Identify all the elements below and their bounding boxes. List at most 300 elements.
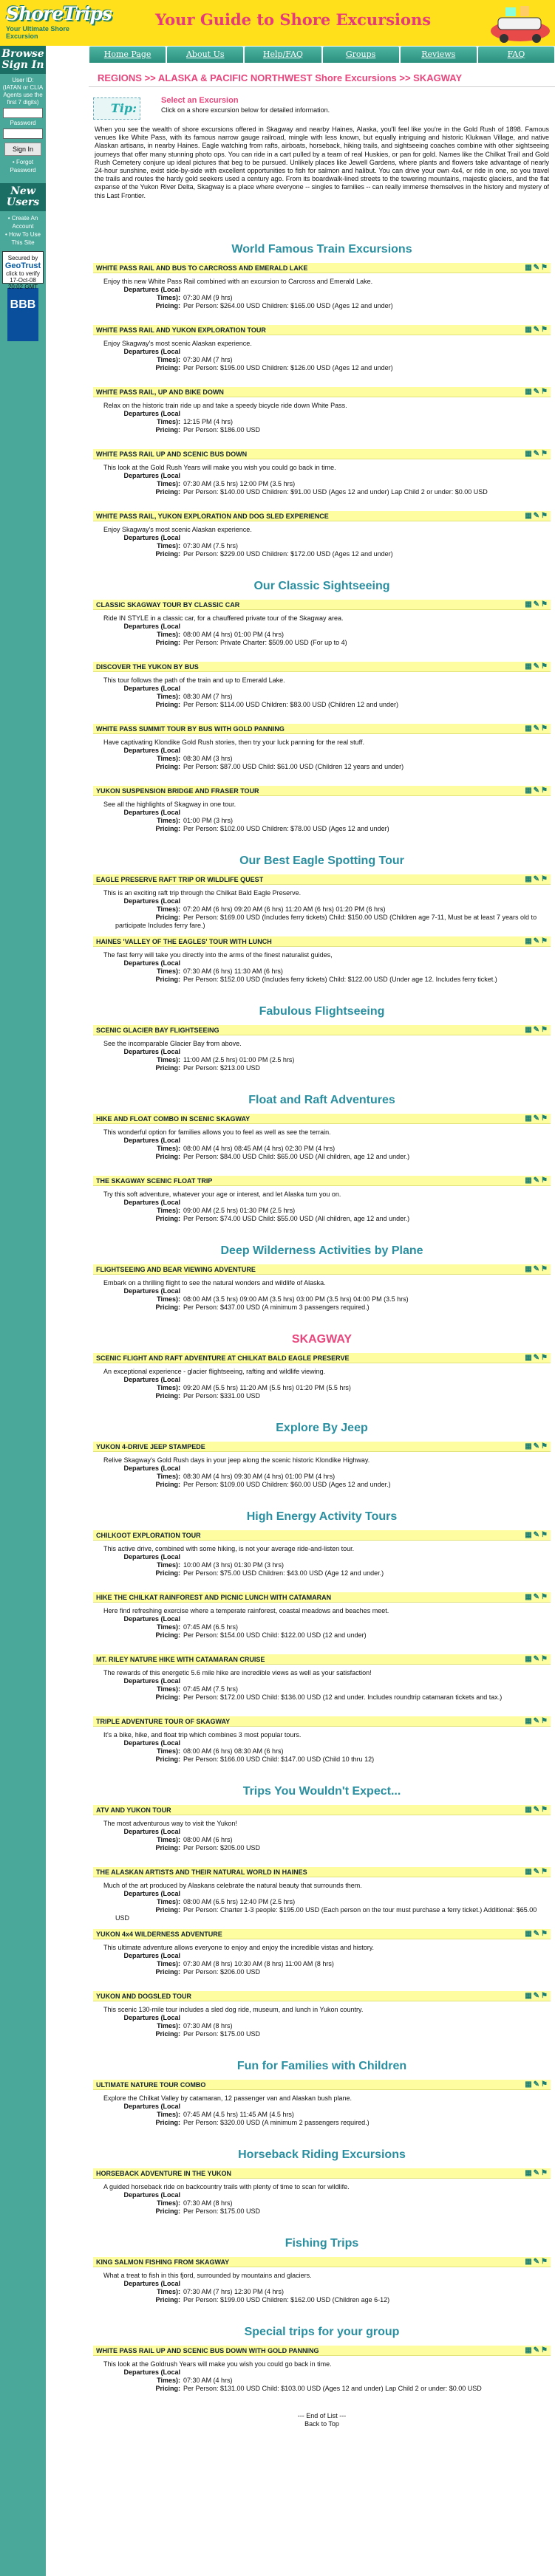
excursion-name[interactable]: EAGLE PRESERVE RAFT TRIP OR WILDLIFE QUEST — [96, 876, 264, 883]
nav-item-3[interactable]: Groups — [322, 46, 400, 64]
map-icon[interactable]: ▦ — [525, 1354, 534, 1362]
cart-icon[interactable]: ⚑ — [541, 724, 549, 733]
excursion-actions — [525, 1531, 549, 1539]
excursion-item — [93, 1592, 551, 1654]
cart-icon[interactable]: ⚑ — [541, 1531, 549, 1539]
pricing-value: Per Person: $102.00 USD Children: $78.00 USD (Ages 12 and under) — [183, 825, 389, 832]
pricing-label: Pricing: — [155, 1844, 180, 1852]
pricing-value: Per Person: $437.00 USD (A minimum 3 passengers required.) — [183, 1304, 370, 1311]
map-icon[interactable]: ▦ — [525, 1806, 534, 1814]
pricing-label: Pricing: — [155, 701, 180, 708]
excursion-actions — [525, 600, 549, 609]
excursion-name[interactable]: CHILKOOT EXPLORATION TOUR — [96, 1532, 201, 1539]
excursion-title-bar[interactable] — [93, 1805, 551, 1815]
excursion-description: Embark on a thrilling flight to see the natural wonders and wildlife of Alaska. — [103, 1279, 326, 1287]
map-icon[interactable]: ▦ — [525, 264, 534, 272]
excursion-title-bar[interactable] — [93, 2080, 551, 2090]
excursion-item — [93, 786, 551, 848]
map-icon[interactable]: ▦ — [525, 1717, 534, 1725]
pencil-icon[interactable]: ✎ — [533, 1442, 542, 1450]
pencil-icon[interactable]: ✎ — [533, 875, 542, 883]
map-icon[interactable]: ▦ — [525, 326, 534, 334]
map-icon[interactable]: ▦ — [525, 1176, 534, 1185]
excursion-title-bar[interactable] — [93, 1867, 551, 1877]
excursion-name[interactable]: WHITE PASS RAIL UP AND SCENIC BUS DOWN WITH GOLD PANNING — [96, 2347, 319, 2354]
forgot-password-link[interactable]: • Forgot Password — [10, 159, 36, 174]
excursion-name[interactable]: HIKE THE CHILKAT RAINFOREST AND PICNIC LUNCH WITH CATAMARAN — [96, 1594, 332, 1601]
excursion-name[interactable]: CLASSIC SKAGWAY TOUR BY CLASSIC CAR — [96, 601, 240, 609]
pencil-icon[interactable]: ✎ — [533, 1354, 542, 1362]
excursion-name[interactable]: HORSEBACK ADVENTURE IN THE YUKON — [96, 2170, 232, 2177]
excursion-name[interactable]: WHITE PASS SUMMIT TOUR BY BUS WITH GOLD PANNING — [96, 725, 285, 733]
pricing-row — [93, 1064, 551, 1072]
excursion-title-bar[interactable] — [93, 1991, 551, 2001]
excursion-name[interactable]: SCENIC FLIGHT AND RAFT ADVENTURE AT CHILKAT BALD EAGLE PRESERVE — [96, 1354, 350, 1362]
map-icon[interactable]: ▦ — [525, 512, 534, 520]
excursion-title-bar[interactable] — [93, 449, 551, 459]
pricing-row — [93, 426, 551, 434]
departures-value: 07:30 AM (7 hrs) — [183, 356, 233, 363]
excursion-title-bar[interactable] — [93, 724, 551, 734]
pricing-row — [93, 2119, 551, 2127]
map-icon[interactable]: ▦ — [525, 600, 534, 609]
breadcrumb[interactable]: REGIONS >> ALASKA & PACIFIC NORTHWEST Shore Excursions >> SKAGWAY — [89, 64, 555, 87]
map-icon[interactable]: ▦ — [525, 2169, 534, 2177]
pricing-row — [93, 2296, 551, 2304]
pencil-icon[interactable]: ✎ — [533, 512, 542, 520]
map-icon[interactable]: ▦ — [525, 787, 534, 795]
departures-label: Departures (Local Times): — [123, 534, 180, 549]
excursion-title-bar[interactable] — [93, 1442, 551, 1452]
map-icon[interactable]: ▦ — [525, 1992, 534, 2000]
section-heading: Our Best Eagle Spotting Tour — [239, 854, 404, 867]
excursion-title-bar[interactable] — [93, 2346, 551, 2356]
pencil-icon[interactable]: ✎ — [533, 600, 542, 609]
departures-label: Departures (Local Times): — [123, 1677, 180, 1693]
departures-row — [93, 1890, 551, 1906]
excursion-description: This look at the Gold Rush Years will make you wish you could go back in time. — [103, 464, 336, 471]
excursion-item — [93, 325, 551, 387]
excursion-title-bar[interactable] — [93, 1929, 551, 1939]
site-logo[interactable] — [6, 3, 112, 44]
excursion-description: A guided horseback ride on backcountry trails with plenty of time to scan for wildlife. — [103, 2183, 350, 2190]
excursion-description: An exceptional experience - glacier flightseeing, rafting and wildlife viewing. — [103, 1368, 326, 1375]
excursion-title-bar[interactable] — [93, 600, 551, 610]
excursion-name[interactable]: WHITE PASS RAIL AND BUS TO CARCROSS AND EMERALD LAKE — [96, 264, 308, 272]
pencil-icon[interactable]: ✎ — [533, 937, 542, 945]
pricing-value: Per Person: $84.00 USD Child: $65.00 USD (All children, age 12 and under.) — [183, 1153, 410, 1160]
section-6 — [89, 1326, 555, 1415]
excursion-name[interactable]: HIKE AND FLOAT COMBO IN SCENIC SKAGWAY — [96, 1115, 251, 1123]
pricing-label: Pricing: — [155, 364, 180, 371]
departures-row — [93, 1615, 551, 1631]
excursion-actions — [525, 388, 549, 396]
map-icon[interactable]: ▦ — [525, 2346, 534, 2354]
excursion-description: This tour follows the path of the train and up to Emerald Lake. — [103, 676, 285, 684]
excursion-title-bar[interactable] — [93, 662, 551, 672]
password-input[interactable] — [3, 129, 43, 139]
pricing-row — [93, 976, 551, 984]
pricing-value: Per Person: Charter 1-3 people: $195.00 USD (Each person on the tour must purchase a ferry ticket.) Additional: $65.00 USD — [115, 1906, 537, 1922]
excursion-title-bar[interactable] — [93, 936, 551, 947]
departures-row — [93, 472, 551, 488]
section-1 — [89, 573, 555, 848]
excursion-title-bar[interactable] — [93, 1176, 551, 1186]
pricing-value: Per Person: $109.00 USD Children: $60.00 USD (Ages 12 and under.) — [183, 1481, 391, 1488]
excursion-item — [93, 2257, 551, 2319]
nav-item-2[interactable]: Help/FAQ — [244, 46, 321, 64]
map-icon[interactable]: ▦ — [525, 1026, 534, 1034]
departures-label: Departures (Local Times): — [123, 1048, 180, 1063]
excursion-title-bar[interactable] — [93, 874, 551, 885]
cart-icon[interactable]: ⚑ — [541, 1992, 549, 2000]
departures-row — [93, 1739, 551, 1755]
pricing-value: Per Person: $320.00 USD (A minimum 2 passengers required.) — [183, 2119, 370, 2126]
nav-item-4[interactable]: Reviews — [400, 46, 477, 64]
pricing-row — [93, 1153, 551, 1161]
excursion-description: This is an exciting raft trip through the Chilkat Bald Eagle Preserve. — [103, 889, 302, 897]
map-icon[interactable]: ▦ — [525, 724, 534, 733]
map-icon[interactable]: ▦ — [525, 1593, 534, 1601]
section-heading: SKAGWAY — [291, 1333, 353, 1346]
excursion-description: The fast ferry will take you directly into the arms of the finest naturalist guides, — [103, 951, 333, 959]
excursion-actions — [525, 1655, 549, 1663]
pencil-icon[interactable]: ✎ — [533, 1717, 542, 1725]
create-account-link[interactable]: • Create An Account — [7, 215, 38, 230]
excursion-description: What a treat to fish in this fjord, surrounded by mountains and glaciers. — [103, 2272, 312, 2279]
excursion-description: Much of the art produced by Alaskans celebrate the natural beauty that surrounds them. — [103, 1882, 362, 1889]
pencil-icon[interactable]: ✎ — [533, 264, 542, 272]
excursion-name[interactable]: FLIGHTSEEING AND BEAR VIEWING ADVENTURE — [96, 1266, 256, 1273]
cart-icon[interactable]: ⚑ — [541, 1655, 549, 1663]
excursion-title-bar[interactable] — [93, 263, 551, 273]
cart-icon[interactable]: ⚑ — [541, 1717, 549, 1725]
section-4 — [89, 1087, 555, 1238]
nav-item-0[interactable]: Home Page — [89, 46, 166, 64]
section-heading: Float and Raft Adventures — [248, 1094, 395, 1106]
departures-value: 08:00 AM (4 hrs) 01:00 PM (4 hrs) — [183, 631, 285, 638]
pencil-icon[interactable]: ✎ — [533, 450, 542, 458]
excursion-actions — [525, 1593, 549, 1601]
cart-icon[interactable]: ⚑ — [541, 1806, 549, 1814]
departures-value: 07:30 AM (7.5 hrs) — [183, 542, 239, 549]
cart-icon[interactable]: ⚑ — [541, 787, 549, 795]
section-heading: Deep Wilderness Activities by Plane — [220, 1244, 423, 1257]
excursion-name[interactable]: WHITE PASS RAIL UP AND SCENIC BUS DOWN — [96, 451, 248, 458]
pricing-label: Pricing: — [155, 1304, 180, 1311]
excursion-item — [93, 724, 551, 786]
excursion-title-bar[interactable] — [93, 1654, 551, 1665]
cart-icon[interactable]: ⚑ — [541, 2080, 549, 2089]
section-2 — [89, 848, 555, 998]
departures-label: Departures (Local Times): — [123, 2280, 180, 2295]
excursion-actions — [525, 2346, 549, 2354]
pencil-icon[interactable]: ✎ — [533, 1806, 542, 1814]
pencil-icon[interactable]: ✎ — [533, 2346, 542, 2354]
pricing-row — [93, 639, 551, 647]
pencil-icon[interactable]: ✎ — [533, 2080, 542, 2089]
cart-icon[interactable]: ⚑ — [541, 662, 549, 671]
main-nav — [89, 46, 555, 64]
excursion-title-bar[interactable] — [93, 511, 551, 521]
excursion-description: The rewards of this energetic 5.6 mile hike are incredible views as well as your satisfaction! — [103, 1669, 372, 1676]
excursion-title-bar[interactable] — [93, 387, 551, 397]
pricing-row — [93, 2207, 551, 2216]
pricing-value: Per Person: $229.00 USD Children: $172.00 USD (Ages 12 and under) — [183, 550, 393, 558]
excursion-title-bar[interactable] — [93, 786, 551, 796]
pencil-icon[interactable]: ✎ — [533, 1026, 542, 1034]
excursion-description: Relive Skagway's Gold Rush days in your jeep along the scenic historic Klondike Highway. — [103, 1456, 370, 1464]
pencil-icon[interactable]: ✎ — [533, 388, 542, 396]
excursion-name[interactable]: DISCOVER THE YUKON BY BUS — [96, 663, 199, 671]
excursion-name[interactable]: ATV AND YUKON TOUR — [96, 1806, 171, 1814]
nav-item-1[interactable]: About Us — [166, 46, 244, 64]
pricing-value: Per Person: $264.00 USD Children: $165.00 USD (Ages 12 and under) — [183, 302, 393, 309]
map-icon[interactable]: ▦ — [525, 662, 534, 671]
pencil-icon[interactable]: ✎ — [533, 1531, 542, 1539]
cart-icon[interactable]: ⚑ — [541, 1868, 549, 1876]
excursion-name[interactable]: WHITE PASS RAIL, UP AND BIKE DOWN — [96, 388, 224, 396]
departures-row — [93, 747, 551, 763]
pencil-icon[interactable]: ✎ — [533, 1593, 542, 1601]
excursion-actions — [525, 662, 549, 671]
excursion-actions — [525, 264, 549, 272]
cart-icon[interactable]: ⚑ — [541, 2258, 549, 2266]
userid-hint: (IATAN or CLIA Agents use the first 7 digits) — [2, 84, 44, 106]
departures-label: Departures (Local Times): — [123, 959, 180, 975]
excursion-name[interactable]: YUKON AND DOGSLED TOUR — [96, 1993, 192, 2000]
cart-icon[interactable]: ⚑ — [541, 1265, 549, 1273]
bbb-badge[interactable]: BBB — [7, 288, 38, 341]
excursion-description: Explore the Chilkat Valley by catamaran, 12 passenger van and Alaskan bush plane. — [103, 2094, 353, 2102]
cart-icon[interactable]: ⚑ — [541, 450, 549, 458]
departures-row — [93, 1952, 551, 1968]
excursion-name[interactable]: HAINES 'VALLEY OF THE EAGLES' TOUR WITH LUNCH — [96, 938, 272, 945]
map-icon[interactable]: ▦ — [525, 2080, 534, 2089]
excursion-name[interactable]: THE ALASKAN ARTISTS AND THEIR NATURAL WORLD IN HAINES — [96, 1868, 307, 1876]
excursion-item — [93, 1442, 551, 1504]
cart-icon[interactable]: ⚑ — [541, 1442, 549, 1450]
map-icon[interactable]: ▦ — [525, 1265, 534, 1273]
departures-label: Departures (Local Times): — [123, 410, 180, 425]
map-icon[interactable]: ▦ — [525, 1930, 534, 1938]
cart-icon[interactable]: ⚑ — [541, 875, 549, 883]
signin-button[interactable]: Sign In — [4, 143, 41, 156]
geotrust-name: GeoTrust — [4, 261, 41, 270]
back-to-top-link[interactable]: Back to Top — [304, 2420, 339, 2428]
browse-label: Browse — [1, 48, 44, 60]
excursion-actions — [525, 1806, 549, 1814]
cart-icon[interactable]: ⚑ — [541, 512, 549, 520]
pencil-icon[interactable]: ✎ — [533, 2169, 542, 2177]
excursion-title-bar[interactable] — [93, 2168, 551, 2179]
excursion-description: Try this soft adventure, whatever your age or interest, and let Alaska turn you on. — [103, 1191, 341, 1198]
pricing-row — [93, 914, 551, 930]
excursion-actions — [525, 875, 549, 883]
excursion-title-bar[interactable] — [93, 1114, 551, 1124]
excursion-title-bar[interactable] — [93, 1716, 551, 1727]
excursion-item — [93, 1867, 551, 1929]
cart-icon[interactable]: ⚑ — [541, 937, 549, 945]
excursion-description: It's a bike, hike, and float trip which combines 3 most popular tours. — [103, 1731, 302, 1739]
pricing-value: Per Person: $87.00 USD Child: $61.00 USD (Children 12 years and under) — [183, 763, 404, 770]
excursion-item — [93, 1805, 551, 1867]
excursion-actions — [525, 724, 549, 733]
nav-item-5[interactable]: FAQ — [477, 46, 555, 64]
excursion-item — [93, 387, 551, 449]
userid-input[interactable] — [3, 108, 43, 118]
departures-row — [93, 809, 551, 825]
departures-value: 07:20 AM (6 hrs) 09:20 AM (6 hrs) 11:20 AM (6 hrs) 01:20 PM (6 hrs) — [183, 905, 386, 913]
pencil-icon[interactable]: ✎ — [533, 787, 542, 795]
cart-icon[interactable]: ⚑ — [541, 1593, 549, 1601]
excursion-item — [93, 2080, 551, 2142]
departures-value: 07:45 AM (7.5 hrs) — [183, 1685, 239, 1693]
departures-value: 08:00 AM (3.5 hrs) 09:00 AM (3.5 hrs) 03:00 PM (3.5 hrs) 04:00 PM (3.5 hrs) — [183, 1295, 409, 1303]
section-7 — [89, 1415, 555, 1504]
excursion-title-bar[interactable] — [93, 1353, 551, 1363]
departures-value: 09:20 AM (5.5 hrs) 11:20 AM (5.5 hrs) 01:20 PM (5.5 hrs) — [183, 1384, 351, 1391]
pricing-row — [93, 1481, 551, 1489]
departures-value: 08:00 AM (6 hrs) — [183, 1836, 233, 1843]
departures-value: 08:00 AM (6.5 hrs) 12:40 PM (2.5 hrs) — [183, 1898, 296, 1905]
pencil-icon[interactable]: ✎ — [533, 1992, 542, 2000]
excursion-name[interactable]: YUKON 4x4 WILDERNESS ADVENTURE — [96, 1931, 222, 1938]
pricing-row — [93, 1755, 551, 1764]
departures-row — [93, 534, 551, 550]
excursion-title-bar[interactable] — [93, 1025, 551, 1035]
excursion-description: Have captivating Klondike Gold Rush stories, then try your luck panning for the real stuff. — [103, 739, 365, 746]
pencil-icon[interactable]: ✎ — [533, 1114, 542, 1123]
map-icon[interactable]: ▦ — [525, 1655, 534, 1663]
excursion-name[interactable]: YUKON 4-DRIVE JEEP STAMPEDE — [96, 1443, 205, 1450]
map-icon[interactable]: ▦ — [525, 1442, 534, 1450]
pencil-icon[interactable]: ✎ — [533, 326, 542, 334]
section-heading: High Energy Activity Tours — [246, 1510, 398, 1523]
cart-icon[interactable]: ⚑ — [541, 1176, 549, 1185]
departures-label: Departures (Local Times): — [123, 1376, 180, 1391]
excursion-item — [93, 2346, 551, 2408]
excursion-description: This scenic 130-mile tour includes a sled dog ride, museum, and lunch in Yukon country. — [103, 2006, 364, 2013]
excursion-name[interactable]: MT. RILEY NATURE HIKE WITH CATAMARAN CRUISE — [96, 1656, 265, 1663]
pricing-label: Pricing: — [155, 1631, 180, 1639]
departures-value: 07:30 AM (8 hrs) — [183, 2199, 233, 2207]
map-icon[interactable]: ▦ — [525, 388, 534, 396]
map-icon[interactable]: ▦ — [525, 1868, 534, 1876]
excursion-item — [93, 1353, 551, 1415]
cart-icon[interactable]: ⚑ — [541, 1026, 549, 1034]
cart-icon[interactable]: ⚑ — [541, 2346, 549, 2354]
cart-icon[interactable]: ⚑ — [541, 1930, 549, 1938]
pencil-icon[interactable]: ✎ — [533, 1930, 542, 1938]
departures-label: Departures (Local Times): — [123, 1553, 180, 1569]
departures-row — [93, 2191, 551, 2207]
pricing-label: Pricing: — [155, 550, 180, 558]
cart-icon[interactable]: ⚑ — [541, 1114, 549, 1123]
excursion-name[interactable]: THE SKAGWAY SCENIC FLOAT TRIP — [96, 1177, 213, 1185]
departures-value: 01:00 PM (3 hrs) — [183, 817, 234, 824]
pricing-row — [93, 1569, 551, 1578]
pencil-icon[interactable]: ✎ — [533, 1176, 542, 1185]
pricing-label: Pricing: — [155, 1215, 180, 1222]
departures-row — [93, 959, 551, 976]
geotrust-badge[interactable] — [2, 251, 44, 290]
logo-subtext: Your Ultimate Shore Excursion — [6, 25, 69, 40]
excursion-item — [93, 1114, 551, 1176]
section-0 — [89, 236, 555, 573]
excursion-title-bar[interactable] — [93, 325, 551, 335]
cart-icon[interactable]: ⚑ — [541, 2169, 549, 2177]
departures-value: 07:30 AM (7 hrs) 12:30 PM (4 hrs) — [183, 2288, 285, 2295]
excursion-name[interactable]: KING SALMON FISHING FROM SKAGWAY — [96, 2258, 230, 2266]
excursion-description: This ultimate adventure allows everyone to enjoy and enjoy the incredible vistas and history. — [103, 1944, 375, 1951]
geotrust-date: 17-Oct-08 20:02 GMT — [7, 277, 38, 290]
map-icon[interactable]: ▦ — [525, 1114, 534, 1123]
car-illustration-icon — [488, 1, 553, 44]
excursion-title-bar[interactable] — [93, 1530, 551, 1541]
excursion-title-bar[interactable] — [93, 1264, 551, 1275]
pricing-row — [93, 763, 551, 771]
excursion-name[interactable]: TRIPLE ADVENTURE TOUR OF SKAGWAY — [96, 1718, 231, 1725]
cart-icon[interactable]: ⚑ — [541, 1354, 549, 1362]
cart-icon[interactable]: ⚑ — [541, 600, 549, 609]
excursion-title-bar[interactable] — [93, 2257, 551, 2267]
excursion-name[interactable]: WHITE PASS RAIL, YUKON EXPLORATION AND DOG SLED EXPERIENCE — [96, 513, 329, 520]
departures-label: Departures (Local Times): — [123, 348, 180, 363]
map-icon[interactable]: ▦ — [525, 450, 534, 458]
cart-icon[interactable]: ⚑ — [541, 388, 549, 396]
pencil-icon[interactable]: ✎ — [533, 1265, 542, 1273]
departures-label: Departures (Local Times): — [123, 897, 180, 913]
cart-icon[interactable]: ⚑ — [541, 264, 549, 272]
section-13 — [89, 2319, 555, 2408]
excursion-name[interactable]: WHITE PASS RAIL AND YUKON EXPLORATION TOUR — [96, 326, 266, 334]
pricing-value: Per Person: $74.00 USD Child: $55.00 USD (All children, age 12 and under.) — [183, 1215, 410, 1222]
tagline: Your Guide to Shore Excursions — [155, 10, 432, 29]
section-11 — [89, 2142, 555, 2230]
pencil-icon[interactable]: ✎ — [533, 724, 542, 733]
section-8 — [89, 1504, 555, 1778]
map-icon[interactable]: ▦ — [525, 1531, 534, 1539]
excursion-title-bar[interactable] — [93, 1592, 551, 1603]
excursion-name[interactable]: ULTIMATE NATURE TOUR COMBO — [96, 2081, 206, 2089]
pricing-label: Pricing: — [155, 1906, 180, 1914]
select-title: Select an Excursion — [161, 96, 239, 105]
excursion-item — [93, 263, 551, 325]
pricing-value: Per Person: $140.00 USD Children: $91.00 USD (Ages 12 and under) Lap Child 2 or under: $0.00 USD — [183, 488, 488, 496]
howto-link[interactable]: • How To Use This Site — [4, 231, 41, 246]
password-label: Password — [10, 120, 36, 126]
pencil-icon[interactable]: ✎ — [533, 662, 542, 671]
pricing-value: Per Person: $206.00 USD — [183, 1968, 261, 1976]
pricing-value: Per Person: $166.00 USD Child: $147.00 USD (Child 10 thru 12) — [183, 1755, 375, 1763]
excursion-actions — [525, 1868, 549, 1876]
pricing-label: Pricing: — [155, 2207, 180, 2215]
pencil-icon[interactable]: ✎ — [533, 1868, 542, 1876]
excursion-name[interactable]: SCENIC GLACIER BAY FLIGHTSEEING — [96, 1027, 219, 1034]
excursion-name[interactable]: YUKON SUSPENSION BRIDGE AND FRASER TOUR — [96, 787, 259, 795]
map-icon[interactable]: ▦ — [525, 937, 534, 945]
cart-icon[interactable]: ⚑ — [541, 326, 549, 334]
map-icon[interactable]: ▦ — [525, 2258, 534, 2266]
pencil-icon[interactable]: ✎ — [533, 2258, 542, 2266]
pencil-icon[interactable]: ✎ — [533, 1655, 542, 1663]
departures-label: Departures (Local Times): — [123, 1137, 180, 1152]
pricing-row — [93, 1844, 551, 1852]
departures-label: Departures (Local Times): — [123, 1287, 180, 1303]
map-icon[interactable]: ▦ — [525, 875, 534, 883]
pricing-value: Per Person: $331.00 USD — [183, 1392, 261, 1400]
